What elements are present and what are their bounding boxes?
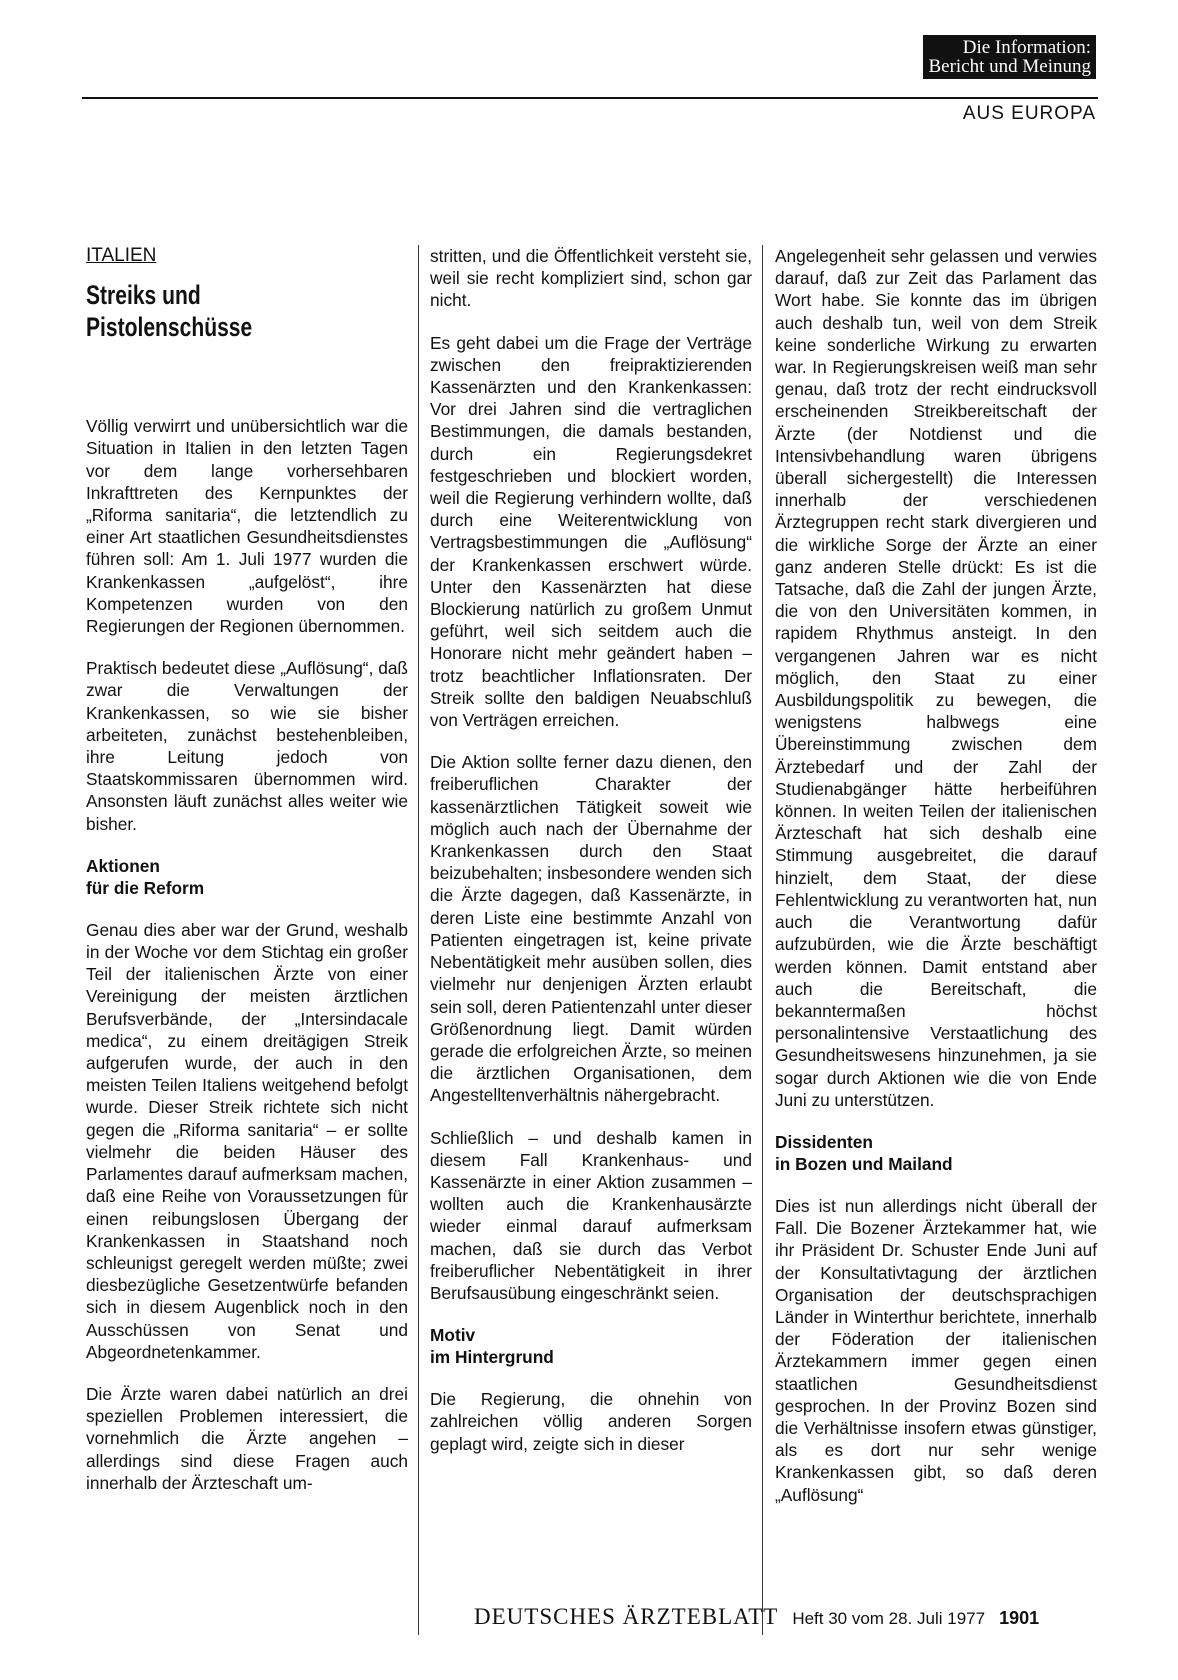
paragraph: Dies ist nun allerdings nicht überall der Fall. Die Bozener Ärztekammer hat, wie ihr Präsident Dr. Schuster Ende Juni auf der Konsultativtagung der ärztlichen Organisation der deutschsprachigen Länder in Winterthur berichtete, innerhalb der Föderation der italienischen Ärztekammern immer gegen einen staatlichen Gesundheitsdienst gesprochen. In der Provinz Bozen sind die Verhältnisse insofern etwas günstiger, als es dort nur sehr wenige Krankenkassen gibt, so daß deren „Auflösung“ [775, 1195, 1097, 1505]
page-footer [474, 1604, 1096, 1630]
journal-name: DEUTSCHES ÄRZTEBLATT [474, 1604, 779, 1629]
subheading-motiv [430, 1324, 752, 1368]
issue-info: Heft 30 vom 28. Juli 1977 [792, 1609, 986, 1628]
subheading-line: für die Reform [86, 877, 205, 898]
paragraph: Die Regierung, die ohnehin von zahlreichen völlig anderen Sorgen geplagt wird, zeigte sich in dieser [430, 1389, 752, 1454]
paragraph: Völlig verwirrt und unübersichtlich war die Situation in Italien in den letzten Tagen vor dem lange vorhersehbaren Inkrafttreten des Kernpunktes der „Riforma sanitaria“, die letztendlich zu einer Art staatlichen Gesundheitsdienstes führen soll: Am 1. Juli 1977 wurden die Krankenkassen „aufgelöst“, ihre Kompetenzen wurden von den Regierungen der Regionen übernommen. [86, 416, 408, 637]
section-label: AUS EUROPA [962, 103, 1096, 124]
header-rule [82, 97, 1098, 99]
subheading-line: Motiv [430, 1325, 476, 1346]
paragraph: Es geht dabei um die Frage der Verträge zwischen den freipraktizierenden Kassenärzten und den Krankenkassen: Vor drei Jahren sind die vertraglichen Bestimmungen, die damals bestanden, durch ein Regierungsdekret festgeschrieben und blockiert worden, weil die Regierung verhindern wollte, daß durch eine Weiterentwicklung von Vertragsbestimmungen die „Auflösung“ der Krankenkassen erschwert würde. Unter den Kassenärzten hat diese Blockierung natürlich zu großem Unmut geführt, weil sich seitdem auch die Honorare nicht mehr geändert haben – trotz beachtlicher Inflationsraten. Der Streik sollte den baldigen Neuabschluß von Verträgen erreichen. [430, 332, 752, 731]
headline-line-1: Streiks und [86, 280, 201, 311]
subheading-line: in Bozen und Mailand [775, 1153, 953, 1174]
subheading-line: Dissidenten [775, 1131, 873, 1152]
subheading-aktionen [86, 855, 408, 899]
article-headline [86, 279, 382, 343]
paragraph: Die Aktion sollte ferner dazu dienen, den freiberuflichen Charakter der kassenärztlichen Tätigkeit soweit wie möglich auch nach der Übernahme der Krankenkassen durch den Staat beizubehalten; insbesondere wenden sich die Ärzte dagegen, daß Kassenärzte, in deren Liste eine bestimmte Anzahl von Patienten eingetragen ist, keine private Nebentätigkeit mehr ausüben sollen, dies vielmehr nur denjenigen Ärzten erlaubt sein soll, deren Patientenzahl unter dieser Größenordnung liegt. Damit würden gerade die erfolgreichen Ärzte, so meinen die ärztlichen Organisationen, dem Angestelltenverhältnis nähergebracht. [430, 752, 752, 1106]
article-column-2 [430, 245, 752, 1475]
paragraph: Die Ärzte waren dabei natürlich an drei speziellen Problemen interessiert, die vornehmlich die Ärzte angehen – allerdings sind diese Fragen auch innerhalb der Ärzteschaft um- [86, 1383, 408, 1493]
paragraph: Praktisch bedeutet diese „Auflösung“, daß zwar die Verwaltungen der Krankenkassen, so wie sie bisher arbeiteten, zunächst bestehenbleiben, ihre Leitung jedoch von Staatskommissaren übernommen wird. Ansonsten läuft zunächst alles weiter wie bisher. [86, 658, 408, 834]
column-divider-1 [418, 245, 419, 1635]
masthead-badge [923, 35, 1096, 79]
paragraph: stritten, und die Öffentlichkeit versteht sie, weil sie recht kompliziert sind, schon gar nicht. [430, 246, 752, 311]
subheading-dissidenten [775, 1131, 1097, 1175]
article-column-3 [775, 245, 1097, 1526]
page-number: 1901 [999, 1608, 1040, 1628]
subheading-line: Aktionen [86, 855, 160, 876]
paragraph: Angelegenheit sehr gelassen und verwies darauf, daß zur Zeit das Parlament das Wort habe. Sie konnte das im übrigen auch deshalb tun, weil von dem Streik keine sonderliche Wirkung zu erwarten war. In Regierungskreisen weiß man sehr genau, daß trotz der recht eindrucksvoll erscheinenden Streikbereitschaft der Ärzte (der Notdienst und die Intensivbehandlung waren übrigens überall sichergestellt) die Interessen innerhalb der verschiedenen Ärztegruppen recht stark divergieren und die wirkliche Sorge der Ärzte an einer ganz anderen Stelle drückt: Es ist die Tatsache, daß die Zahl der jungen Ärzte, die von den Universitäten kommen, in rapidem Rhythmus ansteigt. In den vergangenen Jahren war es nicht möglich, den Staat zu einer Ausbildungspolitik zu bewegen, die wenigstens halbwegs eine Übereinstimmung zwischen dem Ärztebedarf und der Zahl der Studienabgänger hätte herbeiführen können. In weiten Teilen der italienischen Ärzteschaft hat sich deshalb eine Stimmung ausgebreitet, die darauf hinzielt, dem Staat, der diese Fehlentwicklung zu verantworten hat, nun auch die Verantwortung dafür aufzubürden, wie die Ärzte beschäftigt werden können. Damit entstand aber auch die Bereitschaft, die bekanntermaßen höchst personalintensive Verstaatlichung des Gesundheitswesens hinzunehmen, ja sie sogar durch Aktionen wie die von Ende Juni zu unterstützen. [775, 246, 1097, 1110]
paragraph: Schließlich – und deshalb kamen in diesem Fall Krankenhaus- und Kassenärzte in einer Aktion zusammen – wollten auch die Krankenhausärzte wieder einmal darauf aufmerksam machen, daß sie durch das Verbot freiberuflicher Nebentätigkeit in ihrer Berufsausübung eingeschränkt seien. [430, 1127, 752, 1303]
headline-line-2: Pistolenschüsse [86, 312, 253, 343]
paragraph: Genau dies aber war der Grund, weshalb in der Woche vor dem Stichtag ein großer Teil der italienischen Ärzte von einer Vereinigung der meisten ärztlichen Berufsverbände, der „Intersindacale medica“, zu einem dreitägigen Streik aufgerufen wurde, der auch in den meisten Teilen Italiens weitgehend befolgt wurde. Dieser Streik richtete sich nicht gegen die „Riforma sanitaria“ – er sollte vielmehr die beiden Häuser des Parlamentes darauf aufmerksam machen, daß eine Reihe von Voraussetzungen für einen reibungslosen Übergang der Krankenkassen in Staatshand noch schleunigst geregelt werden müßte; zwei diesbezügliche Gesetzentwürfe befanden sich in diesem Augenblick noch in den Ausschüssen von Senat und Abgeordnetenkammer. [86, 919, 408, 1362]
subheading-line: im Hintergrund [430, 1347, 554, 1368]
column-divider-2 [762, 245, 763, 1635]
country-label: ITALIEN [86, 245, 157, 266]
masthead-line-1: Die Information: [962, 37, 1091, 58]
article-column-1 [86, 245, 408, 1514]
masthead-line-2: Bericht und Meinung [928, 56, 1091, 77]
